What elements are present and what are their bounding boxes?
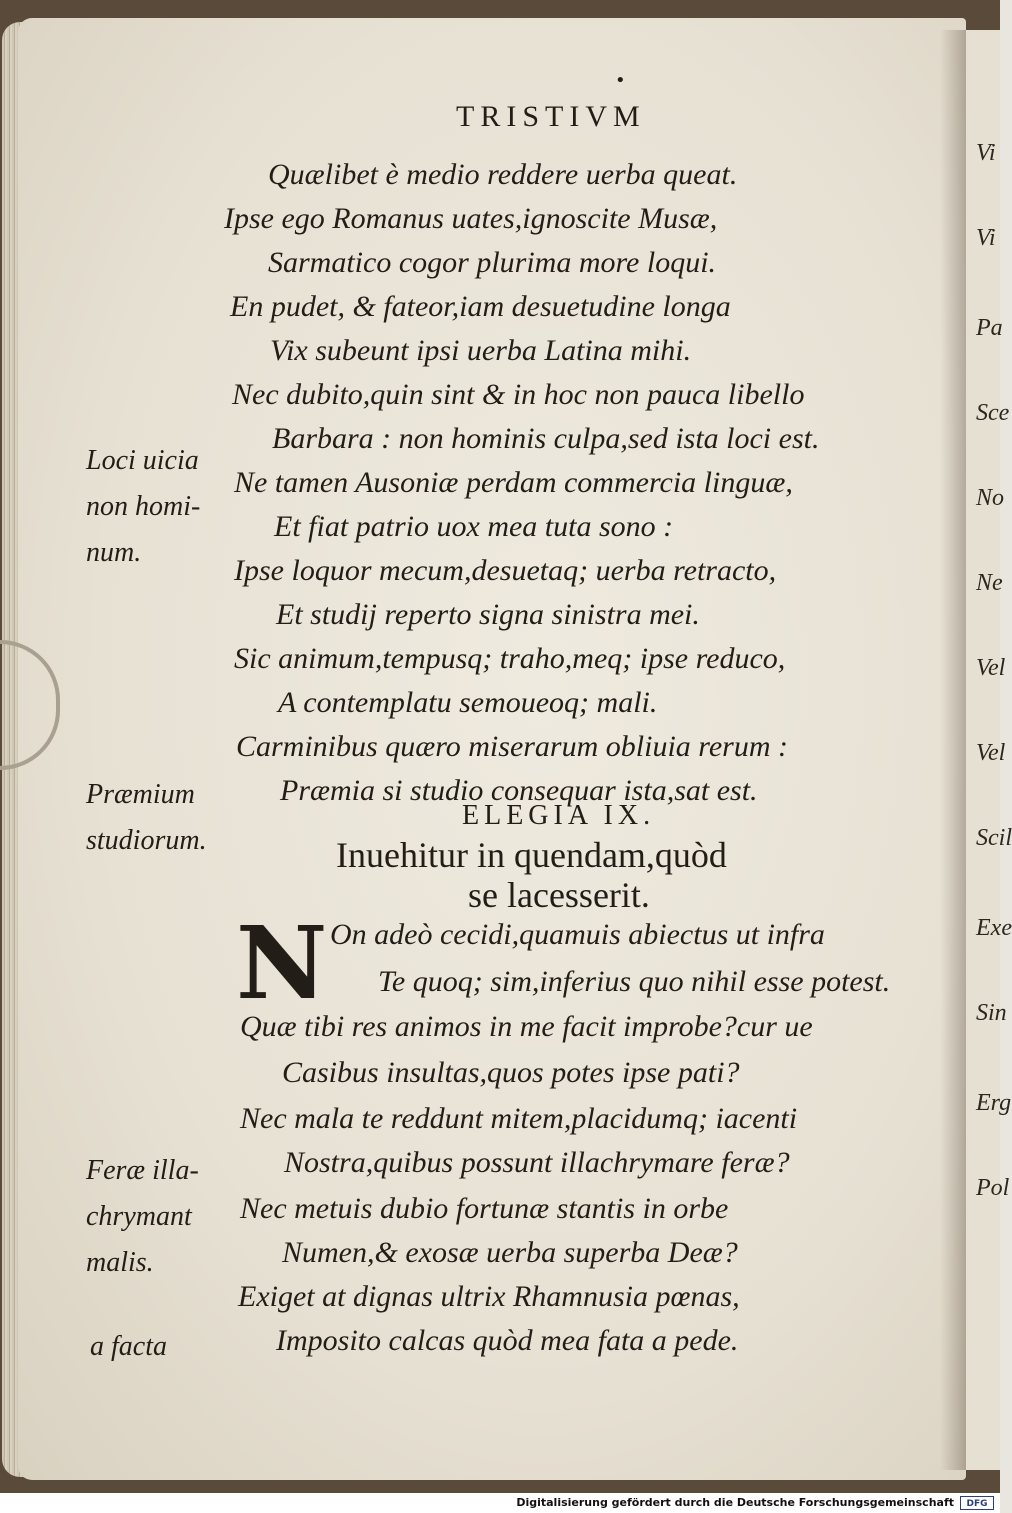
marginal-note: Loci uicia non homi- num. bbox=[86, 445, 201, 568]
next-page-fragment: Pol bbox=[976, 1175, 1010, 1201]
next-page-fragment: Erg bbox=[976, 1090, 1012, 1116]
verse-line: Imposito calcas quòd mea fata a pede. bbox=[276, 1324, 739, 1357]
dfg-logo: DFG bbox=[960, 1496, 994, 1510]
verse-line: Nec mala te reddunt mitem,placidumq; iacenti bbox=[240, 1102, 798, 1135]
drop-cap: N bbox=[236, 904, 328, 1022]
next-page-fragment: Vi bbox=[976, 140, 996, 166]
funding-credit: Digitalisierung gefördert durch die Deutsche Forschungsgemeinschaft bbox=[516, 1496, 954, 1509]
elegy-subtitle: se lacesserit. bbox=[468, 875, 650, 915]
next-page-fragment: No bbox=[976, 485, 1005, 511]
verse-line: Ne tamen Ausoniæ perdam commercia linguæ, bbox=[234, 466, 793, 499]
verse-line: Ipse loquor mecum,desuetaq; uerba retracto, bbox=[234, 554, 777, 587]
verse-line: Sic animum,tempusq; traho,meq; ipse reduco, bbox=[234, 642, 786, 675]
next-page-edge bbox=[966, 30, 1012, 1470]
verse-line: Nec dubito,quin sint & in hoc non pauca libello bbox=[232, 378, 805, 411]
verse-line: Quæ tibi res animos in me facit improbe?cur ue bbox=[240, 1010, 813, 1043]
footer-bar bbox=[0, 1493, 1000, 1513]
next-page-fragment: Sce bbox=[976, 400, 1010, 426]
marginal-note: Præmium studiorum. bbox=[86, 779, 207, 856]
verse-line: Et studij reperto signa sinistra mei. bbox=[276, 598, 700, 631]
verse-line: A contemplatu semoueoq; mali. bbox=[278, 686, 658, 719]
verse-line: Nostra,quibus possunt illachrymare feræ? bbox=[284, 1146, 790, 1179]
next-page-fragment: Vel bbox=[976, 740, 1006, 766]
elegy-heading: ELEGIA IX. bbox=[462, 800, 656, 831]
verse-line: Exiget at dignas ultrix Rhamnusia pœnas, bbox=[238, 1280, 740, 1313]
marginal-note: Feræ illa- chrymant malis. bbox=[86, 1155, 199, 1278]
ornament: • bbox=[615, 70, 626, 91]
next-page-fragment: Vi bbox=[976, 225, 996, 251]
verse-line: Quælibet è medio reddere uerba queat. bbox=[268, 158, 738, 191]
next-page-fragment: Ne bbox=[976, 570, 1003, 596]
verse-line: Carminibus quæro miserarum obliuia rerum : bbox=[236, 730, 788, 763]
verse-line: Ipse ego Romanus uates,ignoscite Musæ, bbox=[224, 202, 718, 235]
verse-line: Te quoq; sim,inferius quo nihil esse potest. bbox=[378, 965, 891, 998]
next-page-fragment: Vel bbox=[976, 655, 1006, 681]
next-page-fragment: Scil bbox=[976, 825, 1012, 851]
verse-line: Numen,& exosæ uerba superba Deæ? bbox=[282, 1236, 738, 1269]
running-title: TRISTIVM bbox=[456, 100, 646, 133]
verse-line: Barbara : non hominis culpa,sed ista loci est. bbox=[272, 422, 820, 455]
next-page-fragment: Pa bbox=[976, 315, 1003, 341]
verse-line: En pudet, & fateor,iam desuetudine longa bbox=[230, 290, 731, 323]
verse-line: Vix subeunt ipsi uerba Latina mihi. bbox=[270, 334, 692, 367]
next-page-fragment: Sin bbox=[976, 1000, 1007, 1026]
verse-line: Casibus insultas,quos potes ipse pati? bbox=[282, 1056, 740, 1089]
marginal-note: a facta bbox=[90, 1331, 167, 1362]
verse-line: Præmia si studio consequar ista,sat est. bbox=[280, 774, 758, 807]
next-page-fragment: Exe bbox=[976, 915, 1012, 941]
verse-line: Et fiat patrio uox mea tuta sono : bbox=[274, 510, 674, 543]
verse-line: On adeò cecidi,quamuis abiectus ut infra bbox=[330, 918, 825, 951]
verse-line: Sarmatico cogor plurima more loqui. bbox=[268, 246, 717, 279]
verse-line: Nec metuis dubio fortunæ stantis in orbe bbox=[240, 1192, 729, 1225]
elegy-subtitle: Inuehitur in quendam,quòd bbox=[336, 835, 727, 875]
